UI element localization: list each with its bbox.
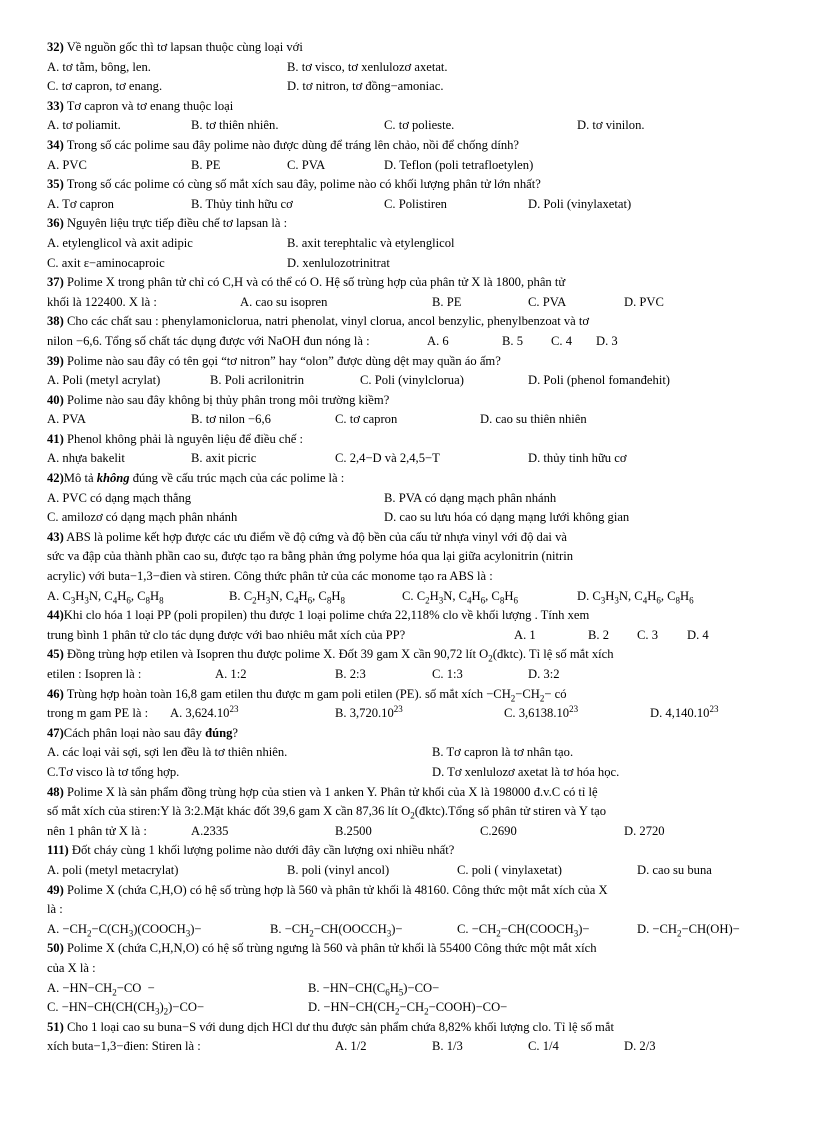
option-d: D. Teflon (poli tetrafloetylen) [384, 157, 534, 172]
question-35 [47, 175, 773, 195]
option-a: A. nhựa bakelit [47, 451, 125, 466]
options-row [47, 489, 773, 509]
question-38 [47, 312, 773, 332]
options-row [47, 254, 773, 274]
option-d: D. $C_3H_3N$, $C_4H_6$, $C_8H_6$ [577, 588, 694, 606]
question-text-post: ? [232, 725, 238, 740]
options-row [47, 195, 773, 215]
option-b: B. 5 [502, 333, 523, 348]
option-b: B. $C_2H_3N$, $C_4H_6$, $C_8H_8$ [229, 588, 345, 606]
option-c: C. Poli (vinylclorua) [360, 373, 464, 388]
option-a: A. poli (metyl metacrylat) [47, 862, 179, 877]
option-a: A. $-CH_2-C(CH_3)(COOCH_3)-$ [47, 921, 202, 939]
question-text-line3: nên 1 phân tử X là : [47, 823, 147, 838]
question-continuation [47, 293, 773, 313]
question-number: 49) [47, 882, 64, 897]
question-number: 47) [47, 725, 64, 740]
options-row [47, 743, 773, 763]
question-49 [47, 881, 773, 901]
option-b: B. Thủy tinh hữu cơ [191, 196, 293, 211]
option-b: B. PVA có dạng mạch phân nhánh [384, 490, 557, 505]
option-c: C. 4 [551, 333, 572, 348]
option-a: A.2335 [191, 823, 229, 838]
option-a: A. 1 [514, 627, 536, 642]
question-text-line2: etilen : Isopren là : [47, 667, 142, 681]
question-text: Về nguồn gốc thì tơ lapsan thuộc cùng loại với [63, 40, 303, 54]
question-number: 50) [47, 941, 64, 956]
option-b: B. 2:3 [335, 667, 366, 681]
option-c: C. $C_2H_3N$, $C_4H_6$, $C_8H_6$ [402, 588, 518, 606]
question-continuation [47, 822, 773, 842]
option-c: C. axit ε−aminocaproic [47, 255, 165, 270]
question-continuation [47, 626, 773, 646]
question-44 [47, 606, 773, 626]
question-33 [47, 97, 773, 117]
question-number: 44) [47, 608, 64, 623]
question-number: 111) [47, 843, 69, 858]
question-34 [47, 136, 773, 156]
option-d: D. Poli (phenol fomanđehit) [528, 373, 671, 388]
question-40 [47, 391, 773, 411]
option-d: D. Tơ xenlulozơ axetat là tơ hóa học. [432, 764, 620, 779]
option-a: A. tơ tằm, bông, len. [47, 59, 151, 74]
question-number: 32) [47, 40, 64, 54]
question-text-line3: acrylic) với buta−1,3−đien và stiren. Công thức phân tử của các monome tạo ra ABS là : [47, 569, 493, 584]
question-36 [47, 214, 773, 234]
question-46: 46) Trùng hợp hoàn toàn 16,8 gam etilen thu được m gam poli etilen (PE). số mắt xích $-CH_2-CH_2-$ có [47, 686, 567, 704]
question-number: 51) [47, 1019, 64, 1034]
question-number: 33) [47, 98, 64, 113]
question-text: Cho các chất sau : phenylamoniclorua, natri phenolat, vinyl clorua, ancol benzylic, phenylbenzoat và tơ [63, 314, 590, 329]
option-a: A. PVC có dạng mạch thẳng [47, 490, 192, 505]
question-number: 43) [47, 529, 64, 544]
option-d: D. 3:2 [528, 667, 560, 681]
question-number: 38) [47, 314, 64, 329]
option-a: A. cao su isopren [240, 294, 328, 309]
option-c: C.Tơ visco là tơ tổng hợp. [47, 764, 180, 779]
question-42 [47, 469, 773, 489]
question-text: Nguyên liệu trực tiếp điều chế tơ lapsan là : [63, 216, 288, 231]
option-a: A. Poli (metyl acrylat) [47, 373, 161, 388]
option-c: C. 1/4 [528, 1039, 559, 1054]
question-45: 45) Đồng trùng hợp etilen và Isopren thu được polime X. Đốt 39 gam X cần 90,72 lít $O_2(đktc)$. Tỉ lệ số mắt xích [47, 647, 614, 664]
options-row [47, 156, 773, 176]
options-row [47, 763, 773, 783]
option-a: A. các loại vải sợi, sợi len đều là tơ thiên nhiên. [47, 745, 288, 760]
question-text-pre: Cách phân loại nào sau đây [63, 725, 206, 740]
option-b: B. PE [191, 157, 221, 172]
option-d: D. cao su lưu hóa có dạng mạng lưới không gian [384, 510, 630, 525]
option-a: A. $-HN-CH_2-CO$ − [47, 980, 155, 998]
option-d: D. thủy tinh hữu cơ [528, 451, 627, 466]
options-row [47, 998, 773, 1018]
option-d: D. cao su thiên nhiên [480, 412, 587, 427]
question-37 [47, 273, 773, 293]
option-c: C. 1:3 [432, 667, 463, 681]
question-number: 40) [47, 392, 64, 407]
question-text: Polime nào sau đây không bị thủy phân trong môi trường kiềm? [63, 392, 390, 407]
question-number: 37) [47, 275, 64, 290]
emphasis-keyword: không [96, 471, 130, 486]
option-a: A. 6 [427, 333, 449, 348]
question-text: ABS là polime kết hợp được các ưu điểm về độ cứng và độ bền của cấu tử nhựa vinyl với độ dai và [63, 529, 567, 544]
question-text-line2: xích buta−1,3−đien: Stiren là : [47, 1039, 201, 1054]
option-b: B. poli (vinyl ancol) [287, 862, 390, 877]
option-b: B. axit terephtalic và etylenglicol [287, 235, 455, 250]
options-row [47, 979, 773, 999]
option-a: A. PVC [47, 157, 87, 172]
question-number: 46) [47, 686, 64, 701]
question-text-line2: trong m gam PE là : [47, 706, 149, 721]
question-text-line2: sức va đập của thành phần cao su, được tạo ra bằng phản ứng polyme hóa qua lại giữa acylonitrin (nitrin [47, 549, 574, 564]
question-number: 39) [47, 353, 64, 368]
option-c: C. 3 [637, 627, 658, 642]
option-c: C. PVA [528, 294, 567, 309]
option-d: D. PVC [624, 294, 664, 309]
option-c: C. PVA [287, 157, 326, 172]
option-c: C. tơ capron, tơ enang. [47, 79, 163, 94]
options-row [47, 410, 773, 430]
option-c: C. 2,4−D và 2,4,5−T [335, 451, 440, 466]
question-text-line2: khối là 122400. X là : [47, 294, 157, 309]
question-number: 48) [47, 784, 64, 799]
option-c: C. tơ capron [335, 412, 398, 427]
question-number: 36) [47, 216, 64, 231]
question-text-line2: trung bình 1 phân tử clo tác dụng được với bao nhiêu mắt xích của PP? [47, 627, 406, 642]
question-text: Polime X (chứa C,H,N,O) có hệ số trùng ngưng là 560 và phân tử khối là 55400 Công thức một mắt xích [63, 941, 597, 956]
option-c: C. Polistiren [384, 196, 447, 211]
question-number: 42) [47, 471, 64, 486]
option-b: B. tơ nilon −6,6 [191, 412, 271, 427]
emphasis-keyword: đúng [205, 725, 233, 740]
question-text: Phenol không phải là nguyên liệu để điều chế : [63, 431, 304, 446]
option-b: B. Poli acrilonitrin [210, 373, 305, 388]
option-c: C. $-HN-CH(CH(CH_3)_2)-CO-$ [47, 1000, 205, 1017]
question-number: 35) [47, 177, 64, 192]
document-page [47, 38, 773, 1057]
option-d: D. tơ nitron, tơ đồng−amoniac. [287, 79, 444, 94]
question-47 [47, 724, 773, 744]
options-row [47, 371, 773, 391]
option-a: A. 1/2 [335, 1039, 367, 1054]
options-row [47, 587, 773, 607]
option-d: D. Poli (vinylaxetat) [528, 196, 632, 211]
option-a: A. 1:2 [215, 667, 247, 681]
option-b: B. Tơ capron là tơ nhân tạo. [432, 745, 574, 760]
question-text: Polime X trong phân tử chỉ có C,H và có thể có O. Hệ số trùng hợp của phân tử X là 1800, phân tử [63, 275, 566, 290]
option-b: B. $-CH_2-CH(OOCCH_3)-$ [270, 921, 403, 939]
option-d: D. tơ vinilon. [577, 118, 645, 133]
question-text-pre: Mô tả [63, 471, 97, 486]
question-43 [47, 528, 773, 548]
option-a: A. $C_3H_3N$, $C_4H_6$, $C_8H_8$ [47, 588, 164, 606]
question-continuation [47, 665, 773, 685]
question-continuation [47, 332, 773, 352]
option-b: B. axit picric [191, 451, 257, 466]
option-a: A. etylenglicol và axit adipic [47, 235, 193, 250]
option-d: D. xenlulozotrinitrat [287, 255, 390, 270]
question-text: Cho 1 loại cao su buna−S với dung dịch HCl dư thu được sản phẩm chứa 8,82% khối lượng clo. Tỉ lệ số mắt [63, 1019, 614, 1034]
option-c: C. amilozơ có dạng mạch phân nhánh [47, 510, 238, 525]
option-c: C. $-CH_2-CH(COOCH_3)-$ [457, 921, 590, 939]
option-b: B. tơ visco, tơ xenlulozơ axetat. [287, 59, 448, 74]
option-d: D. 4,140.10$^{23}$ [650, 704, 719, 721]
question-text: Tơ capron và tơ enang thuộc loại [63, 98, 234, 113]
option-d: D. $-HN-CH(CH_2-CH_2-COOH)-CO-$ [308, 1000, 508, 1017]
option-c: C. 3,6138.10$^{23}$ [504, 704, 579, 721]
options-row [47, 861, 773, 881]
options-row [47, 920, 773, 940]
options-row [47, 508, 773, 528]
options-row [47, 58, 773, 78]
option-b: B. PE [432, 294, 462, 309]
option-c: C. tơ polieste. [384, 118, 455, 133]
question-text-line2: số mắt xích của stiren:Y là 3:2.Mặt khác đốt 39,6 gam X cần 87,36 lít $O_2(đktc).Tổng$ số phân tử stiren và Y tạo [47, 804, 607, 821]
option-b: B. 2 [588, 627, 609, 642]
question-text: Polime X (chứa C,H,O) có hệ số trùng hợp là 560 và phân tử khối là 48160. Công thức một mắt xích của X [63, 882, 608, 897]
options-row [47, 116, 773, 136]
option-a: A. PVA [47, 412, 86, 427]
options-row [47, 449, 773, 469]
question-number: 34) [47, 137, 64, 152]
question-text-line2: của X là : [47, 960, 96, 975]
question-48 [47, 783, 773, 803]
question-51 [47, 1018, 773, 1038]
option-c: C.2690 [480, 823, 517, 838]
option-b: B. 1/3 [432, 1039, 463, 1054]
question-number: 45) [47, 647, 64, 662]
question-111 [47, 841, 773, 861]
question-39 [47, 352, 773, 372]
question-41 [47, 430, 773, 450]
question-50 [47, 939, 773, 959]
option-d: D. 2/3 [624, 1039, 656, 1054]
option-b: B. $-HN-CH(C_6H_5)-CO-$ [308, 980, 440, 998]
option-c: C. poli ( vinylaxetat) [457, 862, 562, 877]
question-text: Trong số các polime sau đây polime nào được dùng để tráng lên chảo, nồi để chống dính? [63, 137, 520, 152]
question-continuation [47, 1037, 773, 1057]
question-text: Khi clo hóa 1 loại PP (poli propilen) thu được 1 loại polime chứa 22,118% clo về khối lượng . Tính xem [63, 608, 590, 623]
options-row [47, 77, 773, 97]
option-d: D. $-CH_2-CH(OH)-$ [637, 921, 740, 939]
question-number: 41) [47, 431, 64, 446]
option-b: B.2500 [335, 823, 372, 838]
question-text: Polime X là sản phẩm đồng trùng hợp của stien và 1 anken Y. Phân tử khối của X là 198000 đ.v.C có tỉ lệ [63, 784, 598, 799]
option-d: D. 4 [687, 627, 709, 642]
question-text-line2: nilon −6,6. Tổng số chất tác dụng được với NaOH đun nóng là : [47, 333, 370, 348]
option-d: D. 2720 [624, 823, 665, 838]
option-b: B. 3,720.10$^{23}$ [335, 704, 403, 721]
option-a: A. tơ poliamit. [47, 118, 121, 133]
option-d: D. cao su buna [637, 862, 712, 877]
question-text: Polime nào sau đây có tên gọi “tơ nitron” hay “olon” được dùng dệt may quần áo ấm? [63, 353, 501, 368]
option-a: A. 3,624.10$^{23}$ [170, 704, 239, 721]
question-continuation [47, 704, 773, 724]
option-d: D. 3 [596, 333, 618, 348]
question-32 [47, 38, 773, 58]
question-text-post: đúng về cấu trúc mạch của các polime là : [129, 471, 345, 486]
option-b: B. tơ thiên nhiên. [191, 118, 279, 133]
options-row [47, 234, 773, 254]
question-text: Đốt cháy cùng 1 khối lượng polime nào dưới đây cần lượng oxi nhiều nhất? [68, 843, 455, 858]
question-text: Trong số các polime có cùng số mắt xích sau đây, polime nào có khối lượng phân tử lớn nhất? [63, 177, 541, 192]
question-text-line2: là : [47, 902, 63, 917]
option-a: A. Tơ capron [47, 196, 114, 211]
